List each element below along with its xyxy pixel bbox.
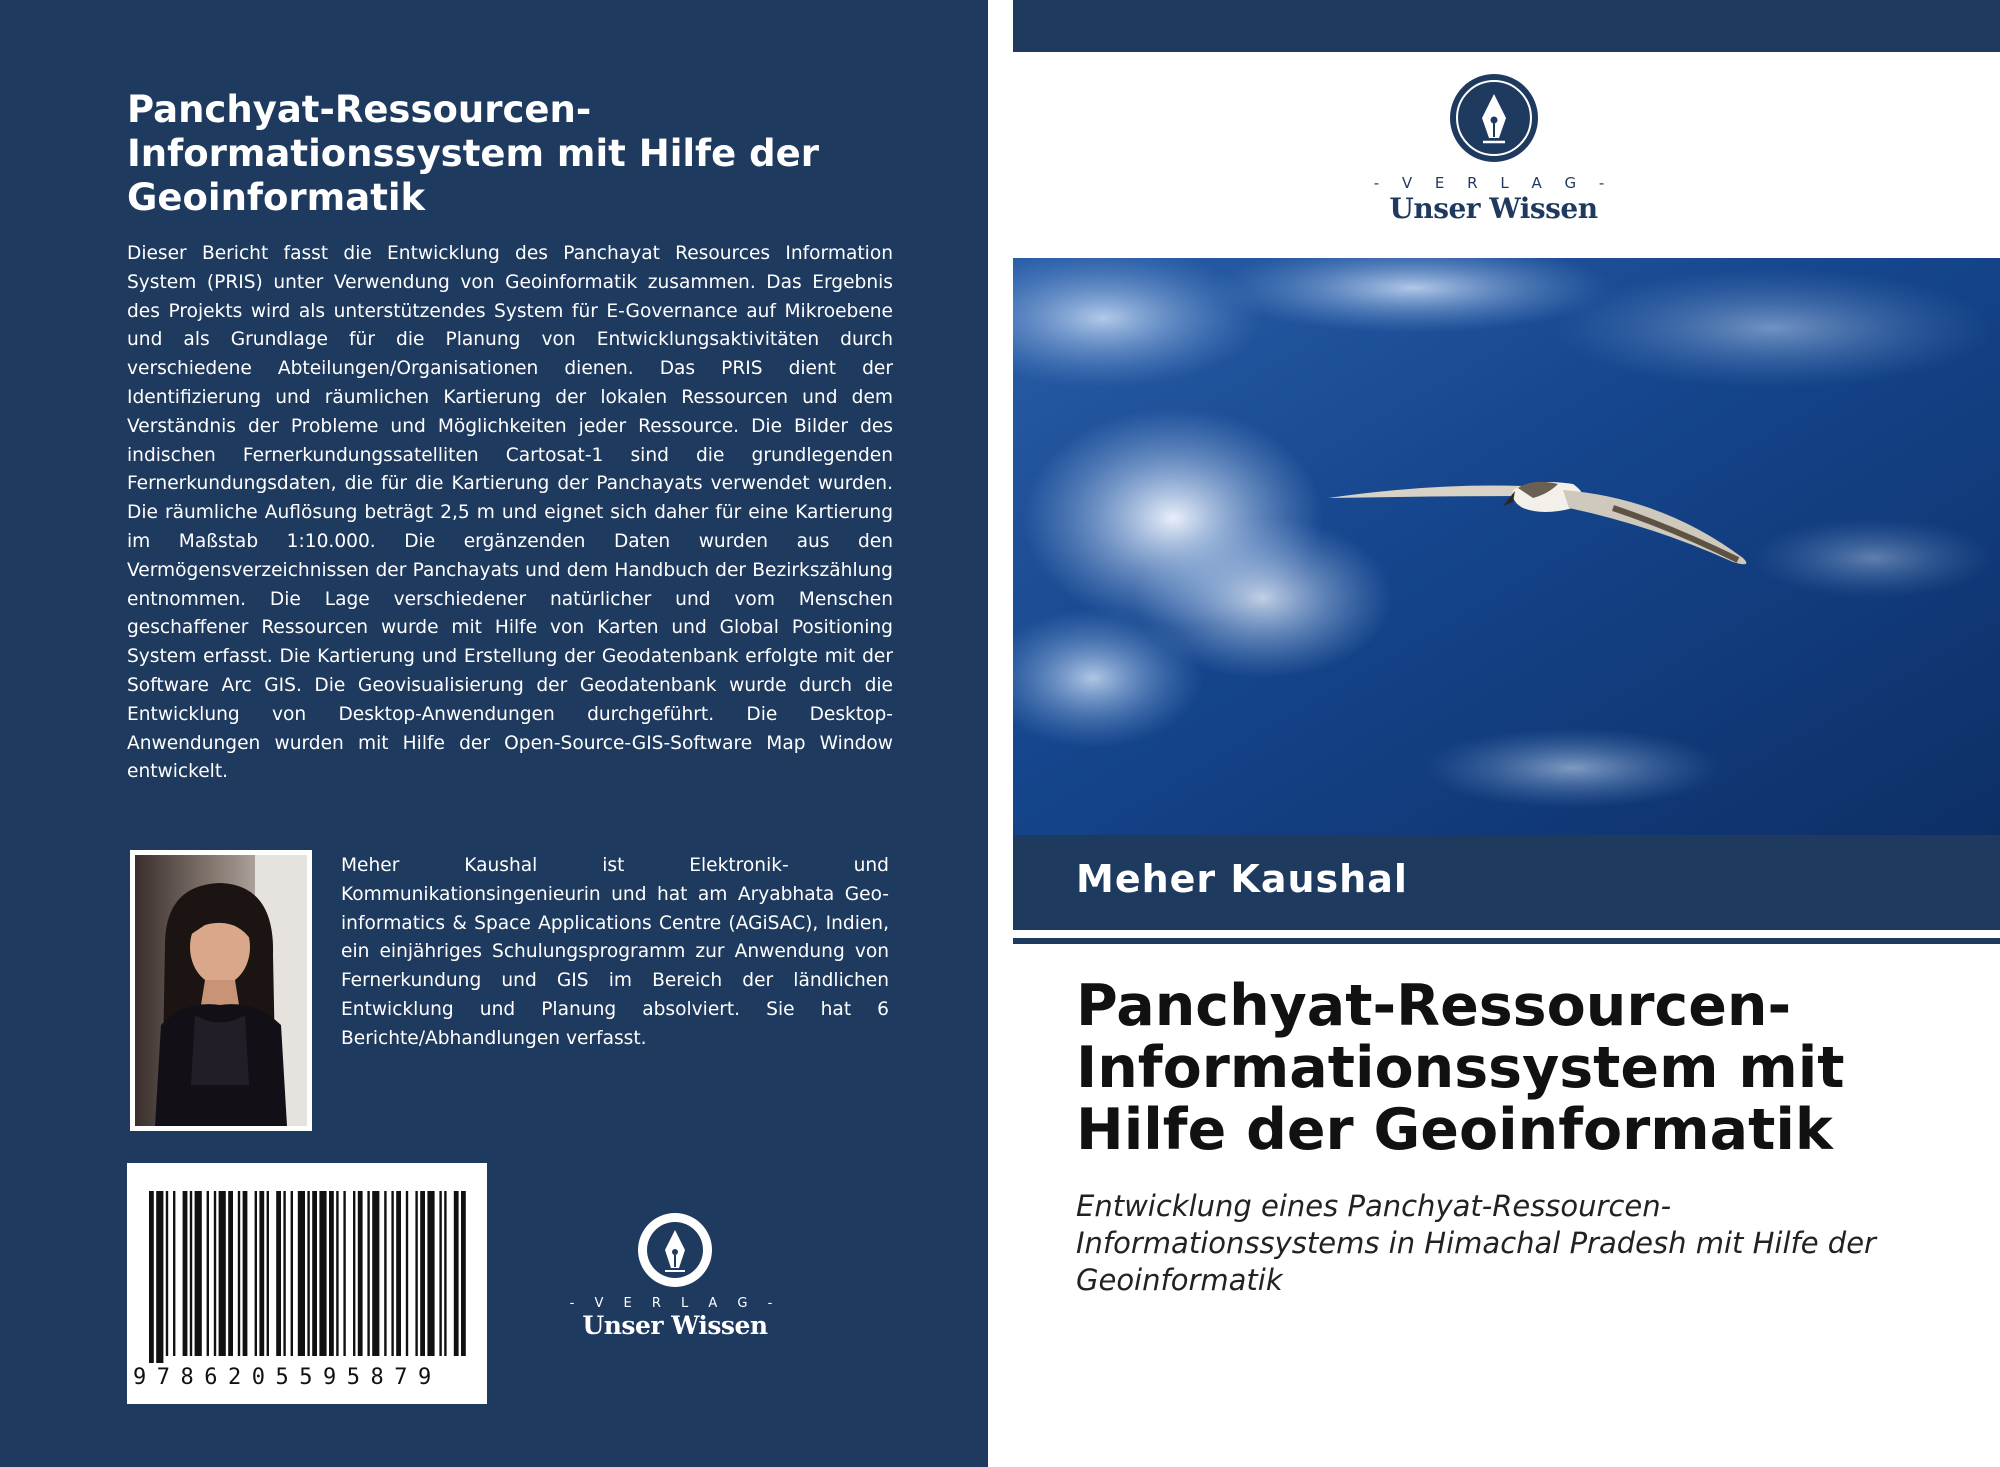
cover-photo bbox=[1013, 258, 2000, 835]
barcode-bar bbox=[276, 1191, 281, 1356]
barcode-bar bbox=[195, 1191, 202, 1356]
barcode-bar bbox=[406, 1191, 408, 1356]
barcode-bar bbox=[415, 1191, 417, 1356]
front-top-bar bbox=[1013, 0, 2000, 52]
barcode-bar bbox=[384, 1191, 386, 1356]
back-publisher-name: Unser Wissen bbox=[582, 1311, 768, 1340]
barcode-bar bbox=[183, 1191, 188, 1356]
barcode-bar bbox=[343, 1191, 345, 1356]
barcode-bar bbox=[166, 1191, 168, 1356]
front-publisher-name: Unser Wissen bbox=[1389, 192, 1598, 225]
barcode-bar bbox=[336, 1191, 338, 1356]
barcode-bar bbox=[329, 1191, 334, 1356]
barcode-bar bbox=[319, 1191, 326, 1356]
back-cover bbox=[0, 0, 988, 1467]
barcode-bar bbox=[243, 1191, 248, 1356]
back-publisher-logo bbox=[560, 1210, 790, 1340]
barcode-bar bbox=[259, 1191, 264, 1356]
barcode-bar bbox=[367, 1191, 369, 1356]
front-cover bbox=[1013, 0, 2000, 1467]
barcode-bar bbox=[372, 1191, 379, 1356]
front-publisher-tag: - V E R L A G - bbox=[1373, 174, 1614, 192]
author-photo bbox=[130, 850, 312, 1131]
barcode-bar bbox=[427, 1191, 434, 1356]
fountain-pen-nib-emblem-icon bbox=[1448, 72, 1540, 164]
front-cover-subtitle: Entwicklung eines Panchyat-Ressourcen-Informationssystems in Himachal Pradesh mit Hilfe der Geoinformatik bbox=[1076, 1189, 1876, 1297]
barcode-bar bbox=[190, 1191, 192, 1356]
fountain-pen-nib-emblem-icon bbox=[635, 1210, 715, 1290]
barcode-bar bbox=[439, 1191, 441, 1356]
barcode-bar bbox=[461, 1191, 466, 1356]
barcode-bar bbox=[358, 1191, 363, 1356]
barcode-bar bbox=[391, 1191, 393, 1356]
back-cover-description: Dieser Bericht fasst die Entwicklung des Panchayat Resources Information System (PRIS) unter Verwendung von Geoinformatik zusammen. Das Ergebnis des Projekts wird als unterstützendes System für E-Governance auf Mikroebene und als Grundlage für die Planung von Entwicklungsaktivitäten durch verschiedene Abteilungen/Organisationen dienen. Das PRIS dient der Identifizierung und räumlichen Kartierung der lokalen Ressourcen und dem Verständnis der Probleme und Möglichkeiten jeder Ressource. Die Bilder des indischen Fernerkundungssatelliten Cartosat-1 sind die grundlegenden Fernerkundungsdaten, die für die Kartierung der Panchayats verwendet wurden. Die räumliche Auflösung beträgt 2,5 m und eignet sich daher für eine Kartierung im Maßstab 1:10.000. Die ergänzenden Daten wurden aus den Vermögensverzeichnissen der Panchayats und dem Handbuch der Bezirkszählung entnommen. Die Lage verschiedener natürlicher und vom Menschen geschaffener Ressourcen wurde mit Hilfe von Karten und Global Positioning System erfasst. Die Kartierung und Erstellung der Geodatenbank erfolgte mit der Software Arc GIS. Die Geovisualisierung der Geodatenbank wurde durch die Entwicklung von Desktop-Anwendungen durchgeführt. Die Desktop-Anwendungen wurden mit Hilfe der Open-Source-GIS-Software Map Window entwickelt. bbox=[127, 243, 893, 783]
barcode-bar bbox=[173, 1191, 175, 1356]
isbn-number: 9786205595879 bbox=[133, 1365, 442, 1390]
barcode-bar bbox=[307, 1191, 309, 1356]
barcode-bar bbox=[454, 1191, 459, 1356]
seabird-over-ocean-photo bbox=[1013, 258, 2000, 835]
spine-gap bbox=[988, 0, 1013, 1467]
back-publisher-tag: - V E R L A G - bbox=[569, 1296, 781, 1311]
barcode-bar bbox=[214, 1191, 216, 1356]
barcode-bar bbox=[255, 1191, 257, 1356]
front-cover-title: Panchyat-Ressourcen-Informationssystem mit Hilfe der Geoinformatik bbox=[1076, 973, 1845, 1163]
author-portrait-image bbox=[135, 855, 307, 1126]
barcode-bar bbox=[228, 1191, 233, 1356]
barcode-bar bbox=[312, 1191, 317, 1356]
barcode-bar bbox=[219, 1191, 226, 1356]
barcode-bar bbox=[291, 1191, 293, 1356]
barcode-bar bbox=[420, 1191, 425, 1356]
barcode-bar bbox=[156, 1191, 163, 1363]
author-name: Meher Kaushal bbox=[1076, 857, 1408, 901]
barcode-bar bbox=[283, 1191, 285, 1356]
barcode bbox=[127, 1163, 487, 1404]
barcode-bar bbox=[207, 1191, 209, 1356]
barcode-bar bbox=[444, 1191, 446, 1356]
barcode-bars bbox=[127, 1163, 487, 1363]
barcode-bar bbox=[353, 1191, 355, 1356]
front-divider bbox=[1013, 938, 2000, 944]
barcode-bar bbox=[149, 1191, 154, 1363]
back-cover-title: Panchyat-Ressourcen-Informationssystem mit Hilfe der Geoinformatik bbox=[127, 88, 819, 219]
barcode-bar bbox=[238, 1191, 240, 1356]
front-publisher-logo bbox=[1013, 72, 1974, 225]
author-bio: Meher Kaushal ist Elektronik- und Kommunikationsingenieurin und hat am Aryabhata Geo-informatics & Space Applications Centre (AGiSAC), Indien, ein einjähriges Schulungsprogramm zur Anwendung von Fernerkundung und GIS im Bereich der ländlichen Entwicklung und Planung absolviert. Sie hat 6 Berichte/Abhandlungen verfasst. bbox=[341, 855, 889, 1049]
barcode-bar bbox=[298, 1191, 305, 1356]
author-band bbox=[1013, 835, 2000, 930]
barcode-bar bbox=[267, 1191, 269, 1356]
barcode-bar bbox=[396, 1191, 401, 1356]
